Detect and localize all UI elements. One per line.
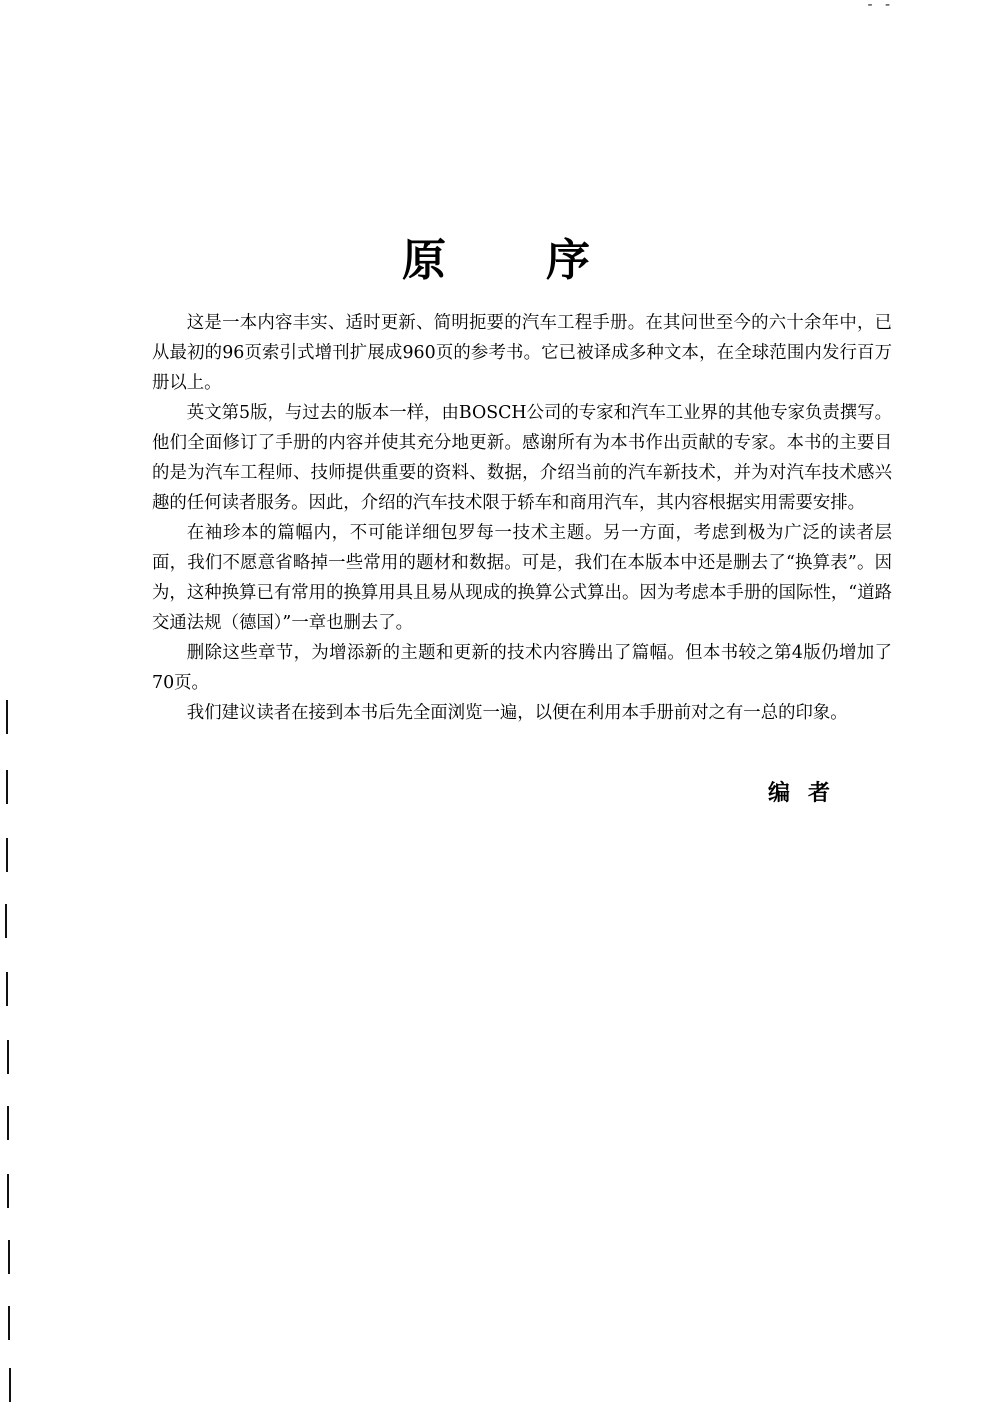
binding-mark bbox=[6, 700, 8, 734]
preface-body bbox=[152, 308, 892, 728]
binding-mark bbox=[9, 1368, 11, 1402]
binding-mark bbox=[7, 1040, 9, 1074]
binding-mark bbox=[6, 972, 8, 1006]
binding-mark bbox=[8, 1240, 10, 1274]
corner-mark: - - bbox=[867, 0, 894, 13]
paragraph: 这是一本内容丰实、适时更新、简明扼要的汽车工程手册。在其问世至今的六十余年中，已从最初的96页索引式增刊扩展成960页的参考书。它已被译成多种文本，在全球范围内发行百万册以上。 bbox=[152, 313, 892, 393]
binding-marks bbox=[0, 700, 20, 1403]
paragraph: 删除这些章节，为增添新的主题和更新的技术内容腾出了篇幅。但本书较之第4版仍增加了70页。 bbox=[152, 643, 892, 693]
signature: 编者 bbox=[768, 781, 849, 806]
paragraph: 我们建议读者在接到本书后先全面浏览一遍，以便在利用本手册前对之有一总的印象。 bbox=[186, 703, 848, 723]
binding-mark bbox=[6, 770, 8, 804]
paragraph: 在袖珍本的篇幅内，不可能详细包罗每一技术主题。另一方面，考虑到极为广泛的读者层面，我们不愿意省略掉一些常用的题材和数据。可是，我们在本版本中还是删去了“换算表”。因为，这种换算已有常用的换算用具且易从现成的换算公式算出。因为考虑本手册的国际性，“道路交通法规（德国）”一章也删去了。 bbox=[152, 523, 892, 633]
binding-mark bbox=[7, 1106, 9, 1140]
binding-mark bbox=[7, 1174, 9, 1208]
binding-mark bbox=[8, 1306, 10, 1340]
binding-mark bbox=[5, 904, 7, 938]
page-title: 原序 bbox=[402, 235, 690, 287]
binding-mark bbox=[6, 838, 8, 872]
paragraph: 英文第5版，与过去的版本一样，由BOSCH公司的专家和汽车工业界的其他专家负责撰写。他们全面修订了手册的内容并使其充分地更新。感谢所有为本书作出贡献的专家。本书的主要目的是为汽车工程师、技师提供重要的资料、数据，介绍当前的汽车新技术，并为对汽车技术感兴趣的任何读者服务。因此，介绍的汽车技术限于轿车和商用汽车，其内容根据实用需要安排。 bbox=[152, 403, 892, 513]
